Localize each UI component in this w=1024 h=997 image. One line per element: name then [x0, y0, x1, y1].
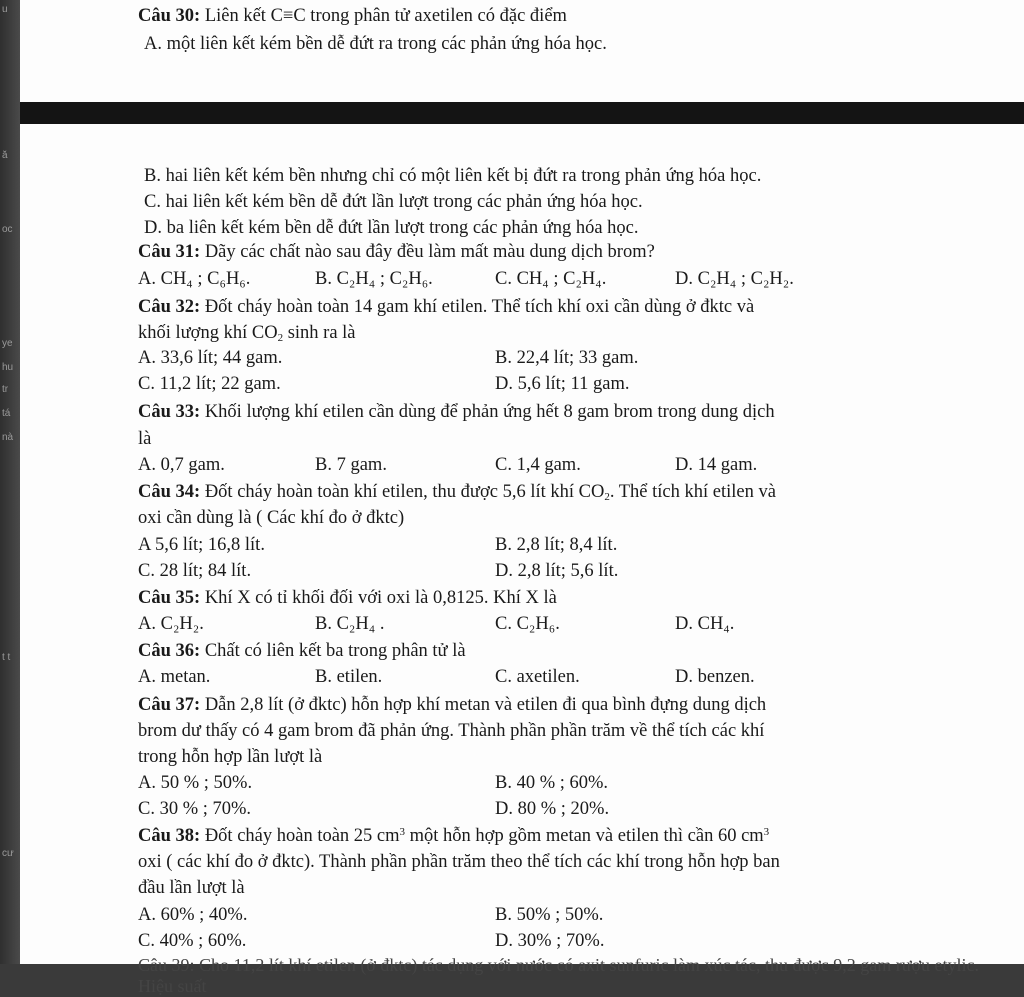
q37-option-b: B. 40 % ; 60%.	[495, 773, 609, 793]
q32-option-c: C. 11,2 lít; 22 gam.	[138, 374, 281, 394]
q33-stem-text: Khối lượng khí etilen cần dùng để phản ứng hết 8 gam brom trong dung dịch	[204, 402, 775, 422]
q33-option-b: B. 7 gam.	[315, 455, 387, 475]
q37-options-row2	[138, 798, 838, 820]
q32-options-row1	[138, 347, 838, 369]
q38-stem-line2: oxi ( các khí đo ở đktc). Thành phần phần trăm theo thể tích các khí trong hỗn hợp ban	[138, 852, 780, 872]
q34-options-row2	[138, 560, 838, 582]
q34-option-d: D. 2,8 lít; 5,6 lít.	[495, 561, 619, 581]
q36-option-a: A. metan.	[138, 667, 211, 687]
q35-options	[138, 613, 838, 635]
q34-number: Câu 34:	[138, 482, 201, 502]
q32-stem-line2	[138, 322, 356, 344]
q34-option-c: C. 28 lít; 84 lít.	[138, 561, 252, 581]
sidebar-fragment: u	[2, 4, 8, 15]
q30-option-b: B. hai liên kết kém bền nhưng chỉ có một liên kết bị đứt ra trong phản ứng hóa học.	[144, 166, 762, 186]
q38-number: Câu 38:	[138, 826, 201, 846]
q38-option-b: B. 50% ; 50%.	[495, 905, 604, 925]
q33-stem-line2: là	[138, 429, 152, 449]
q32-stem-text: Đốt cháy hoàn toàn 14 gam khí etilen. Thể tích khí oxi cần dùng ở đktc và	[204, 297, 755, 317]
q36-options	[138, 666, 838, 688]
q38-options-row2	[138, 930, 838, 952]
q37-number: Câu 37:	[138, 695, 201, 715]
q30-stem-a: Liên kết C	[204, 6, 283, 26]
q37-stem-text: Dẫn 2,8 lít (ở đktc) hỗn hợp khí metan và etilen đi qua bình đựng dung dịch	[204, 695, 767, 715]
cutoff-next-question	[138, 955, 998, 996]
q38-option-c: C. 40% ; 60%.	[138, 931, 247, 951]
q35-option-b: B. C₂H₄ .	[315, 614, 385, 634]
q37-stem	[138, 694, 766, 716]
q33-option-d: D. 14 gam.	[675, 455, 758, 475]
q35-stem-text: Khí X có tỉ khối đối với oxi là 0,8125. Khí X là	[204, 588, 557, 608]
q33-number: Câu 33:	[138, 402, 201, 422]
q30-option-d: D. ba liên kết kém bền dễ đứt lần lượt trong các phản ứng hóa học.	[144, 218, 639, 238]
q32-option-d: D. 5,6 lít; 11 gam.	[495, 374, 630, 394]
q37-options-row1	[138, 772, 838, 794]
q33-option-a: A. 0,7 gam.	[138, 455, 225, 475]
q38-stem-a: Đốt cháy hoàn toàn 25 cm	[204, 826, 400, 846]
q35-option-d: D. CH₄.	[675, 614, 735, 634]
q38-stem-line3: đầu lần lượt là	[138, 878, 245, 898]
q32-options-row2	[138, 373, 838, 395]
q32-stem2-b: sinh ra là	[283, 323, 356, 343]
q31-options	[138, 268, 838, 290]
q37-stem-line3: trong hỗn hợp lần lượt là	[138, 747, 323, 767]
q38-stem-sup1: 3	[399, 826, 406, 838]
q35-stem	[138, 587, 557, 609]
q32-option-b: B. 22,4 lít; 33 gam.	[495, 348, 639, 368]
q36-option-c: C. axetilen.	[495, 667, 580, 687]
q32-option-a: A. 33,6 lít; 44 gam.	[138, 348, 283, 368]
q34-options-row1	[138, 534, 838, 556]
q30-number: Câu 30:	[138, 6, 201, 26]
q32-stem	[138, 296, 754, 318]
q31-option-a: A. CH₄ ; C₆H₆.	[138, 269, 251, 289]
q38-stem-b: một hỗn hợp gồm metan và etilen thì cần 60 cm	[405, 826, 764, 846]
q31-option-d: D. C₂H₄ ; C₂H₂.	[675, 269, 794, 289]
q33-options	[138, 454, 838, 476]
q35-option-c: C. C₂H₆.	[495, 614, 560, 634]
q38-stem	[138, 825, 769, 847]
sidebar-fragment: nà	[2, 432, 14, 443]
q37-option-a: A. 50 % ; 50%.	[138, 773, 253, 793]
q35-option-a: A. C₂H₂.	[138, 614, 204, 634]
q38-option-d: D. 30% ; 70%.	[495, 931, 605, 951]
q38-stem-sup2: 3	[763, 826, 770, 838]
q36-number: Câu 36:	[138, 641, 201, 661]
q37-option-c: C. 30 % ; 70%.	[138, 799, 252, 819]
sidebar-fragment: oc	[2, 224, 13, 235]
q31-number: Câu 31:	[138, 242, 201, 262]
q36-option-d: D. benzen.	[675, 667, 755, 687]
q34-stem-a: Đốt cháy hoàn toàn khí etilen, thu được 5,6 lít khí CO	[204, 482, 605, 502]
q38-options-row1	[138, 904, 838, 926]
q33-stem	[138, 401, 775, 423]
sidebar-fragment: hu	[2, 362, 14, 373]
q36-option-b: B. etilen.	[315, 667, 383, 687]
left-edge-strip	[0, 0, 20, 964]
q32-number: Câu 32:	[138, 297, 201, 317]
q35-number: Câu 35:	[138, 588, 201, 608]
q31-stem-text: Dãy các chất nào sau đây đều làm mất màu dung dịch brom?	[204, 242, 655, 262]
q30-bond: ≡	[282, 6, 294, 26]
q31-option-b: B. C₂H₄ ; C₂H₆.	[315, 269, 433, 289]
sidebar-fragment: t t	[2, 652, 11, 663]
q34-stem	[138, 481, 776, 503]
q36-stem-text: Chất có liên kết ba trong phân tử là	[204, 641, 466, 661]
q36-stem	[138, 640, 466, 662]
q38-option-a: A. 60% ; 40%.	[138, 905, 248, 925]
q34-stem-sub: 2	[604, 491, 610, 503]
q31-option-c: C. CH₄ ; C₂H₄.	[495, 269, 607, 289]
q34-option-b: B. 2,8 lít; 8,4 lít.	[495, 535, 618, 555]
sidebar-fragment: cư	[2, 848, 14, 859]
q37-stem-line2: brom dư thấy có 4 gam brom đã phản ứng. Thành phần phần trăm về thể tích các khí	[138, 721, 765, 741]
q32-stem2-sub: 2	[277, 332, 284, 344]
q34-stem-b: . Thể tích khí etilen và	[609, 482, 776, 502]
q30-option-a: A. một liên kết kém bền dễ đứt ra trong các phản ứng hóa học.	[144, 34, 607, 54]
q33-option-c: C. 1,4 gam.	[495, 455, 581, 475]
sidebar-fragment: ă	[2, 150, 8, 161]
sidebar-fragment: tr	[2, 384, 9, 395]
q30-option-c: C. hai liên kết kém bền dễ đứt lần lượt trong các phản ứng hóa học.	[144, 192, 643, 212]
q30-stem-b: C trong phân tử axetilen có đặc điểm	[293, 6, 567, 26]
sidebar-fragment: ye	[2, 338, 13, 349]
page-break-band	[20, 102, 1024, 124]
q30-stem	[138, 5, 567, 27]
cutoff-text: Câu 39: Cho 11,2 lít khí etilen (ở đktc) tác dụng với nước có axit sunfuric làm xúc tác, thu được 9,2 gam rượu etylic. Hiệu suất	[138, 955, 980, 996]
q32-stem2-a: khối lượng khí CO	[138, 323, 278, 343]
sidebar-fragment: tá	[2, 408, 11, 419]
q31-stem	[138, 241, 655, 263]
q34-stem-line2: oxi cần dùng là ( Các khí đo ở đktc)	[138, 508, 405, 528]
q34-option-a: A 5,6 lít; 16,8 lít.	[138, 535, 265, 555]
q37-option-d: D. 80 % ; 20%.	[495, 799, 610, 819]
